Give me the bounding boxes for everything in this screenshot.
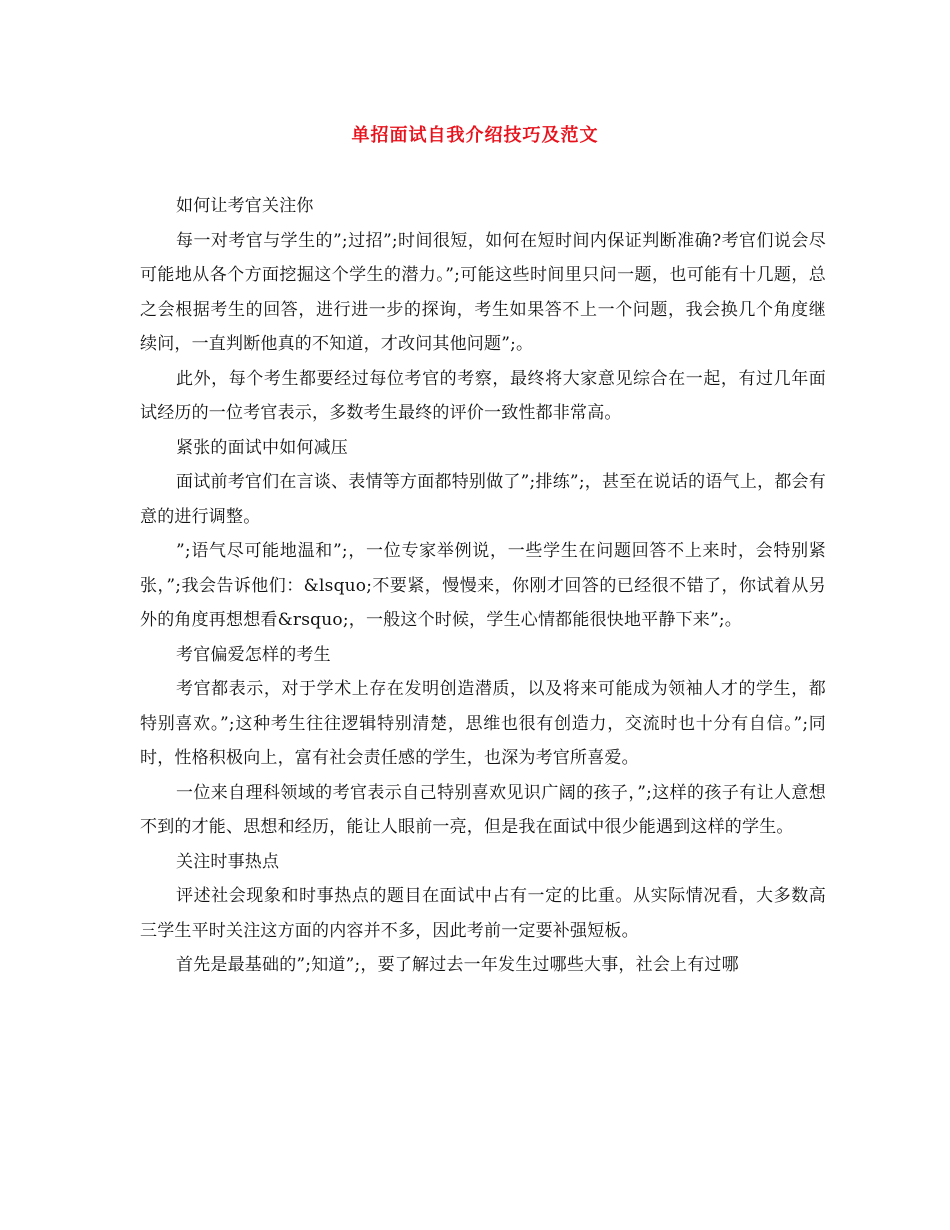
paragraph: ”;语气尽可能地温和”;，一位专家举例说，一些学生在问题回答不上来时，会特别紧张，”;我会告诉他们：&lsquo;不要紧，慢慢来，你刚才回答的已经很不错了，你试着从另外的角度再想想看&rsquo;，一般这个时候，学生心情都能很快地平静下来”;。 — [140, 541, 826, 630]
section-heading-stress: 紧张的面试中如何减压 — [176, 437, 348, 458]
paragraph: 评述社会现象和时事热点的题目在面试中占有一定的比重。从实际情况看，大多数高三学生平时关注这方面的内容并不多，因此考前一定要补强短板。 — [140, 886, 826, 941]
section-heading-preferred: 考官偏爱怎样的考生 — [176, 644, 331, 665]
paragraph: 首先是最基础的”;知道”;，要了解过去一年发生过哪些大事，社会上有过哪 — [176, 955, 739, 975]
paragraph: 每一对考官与学生的”;过招”;时间很短，如何在短时间内保证判断准确?考官们说会尽可能地从各个方面挖掘这个学生的潜力。”;可能这些时间里只问一题，也可能有十几题，总之会根据考生的回答，进行进一步的探询，考生如果答不上一个问题，我会换几个角度继续问，一直判断他真的不知道，才改问其他问题”;。 — [140, 230, 826, 354]
paragraph: 面试前考官们在言谈、表情等方面都特别做了”;排练”;，甚至在说话的语气上，都会有意的进行调整。 — [140, 472, 826, 527]
paragraph: 一位来自理科领域的考官表示自己特别喜欢见识广阔的孩子，”;这样的孩子有让人意想不到的才能、思想和经历，能让人眼前一亮，但是我在面试中很少能遇到这样的学生。 — [140, 782, 826, 837]
document-title: 单招面试自我介绍技巧及范文 — [351, 125, 599, 146]
section-heading-attention: 如何让考官关注你 — [176, 196, 314, 216]
section-heading-current-affairs: 关注时事热点 — [176, 851, 280, 872]
document-body — [140, 189, 826, 983]
paragraph: 考官都表示，对于学术上存在发明创造潜质，以及将来可能成为领袖人才的学生，都特别喜欢。”;这种考生往往逻辑特别清楚，思维也很有创造力，交流时也十分有自信。”;同时，性格积极向上，富有社会责任感的学生，也深为考官所喜爱。 — [140, 679, 826, 768]
paragraph: 此外，每个考生都要经过每位考官的考察，最终将大家意见综合在一起，有过几年面试经历的一位考官表示，多数考生最终的评价一致性都非常高。 — [140, 368, 826, 423]
